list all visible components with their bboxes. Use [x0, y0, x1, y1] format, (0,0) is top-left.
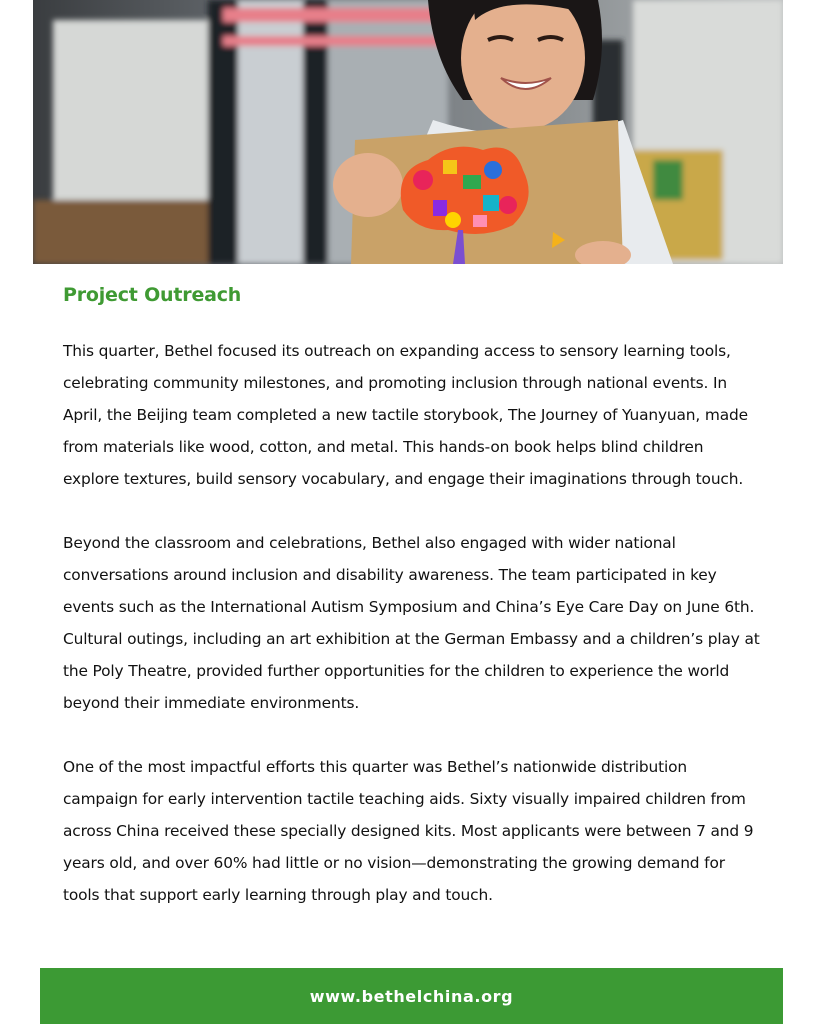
section-heading: Project Outreach: [63, 284, 242, 306]
footer-website-link[interactable]: www.bethelchina.org: [309, 986, 514, 1006]
paragraph-2: Beyond the classroom and celebrations, Bethel also engaged with wider national conversations around inclusion and disability awareness. The team participated in key events such as the International Autism Symposium and China’s Eye Care Day on June 6th. Cultural outings, including an art exhibition at the German Embassy and a children’s play at the Poly Theatre, provided further opportunities for the children to experience the world beyond their immediate environments.: [63, 534, 760, 712]
footer-bar: [40, 968, 783, 1024]
child-holding-craft-illustration: [33, 0, 783, 264]
article-body: [63, 335, 763, 943]
paragraph-3: One of the most impactful efforts this quarter was Bethel’s nationwide distribution campaign for early intervention tactile teaching aids. Sixty visually impaired children from across China received these specially designed kits. Most applicants were between 7 and 9 years old, and over 60% had little or no vision—demonstrating the growing demand for tools that support early learning through play and touch.: [63, 758, 754, 904]
paragraph-1: This quarter, Bethel focused its outreach on expanding access to sensory learning tools, celebrating community milestones, and promoting inclusion through national events. In April, the Beijing team completed a new tactile storybook, The Journey of Yuanyuan, made from materials like wood, cotton, and metal. This hands-on book helps blind children explore textures, build sensory vocabulary, and engage their imaginations through touch.: [63, 342, 748, 488]
hero-photo: [33, 0, 783, 264]
